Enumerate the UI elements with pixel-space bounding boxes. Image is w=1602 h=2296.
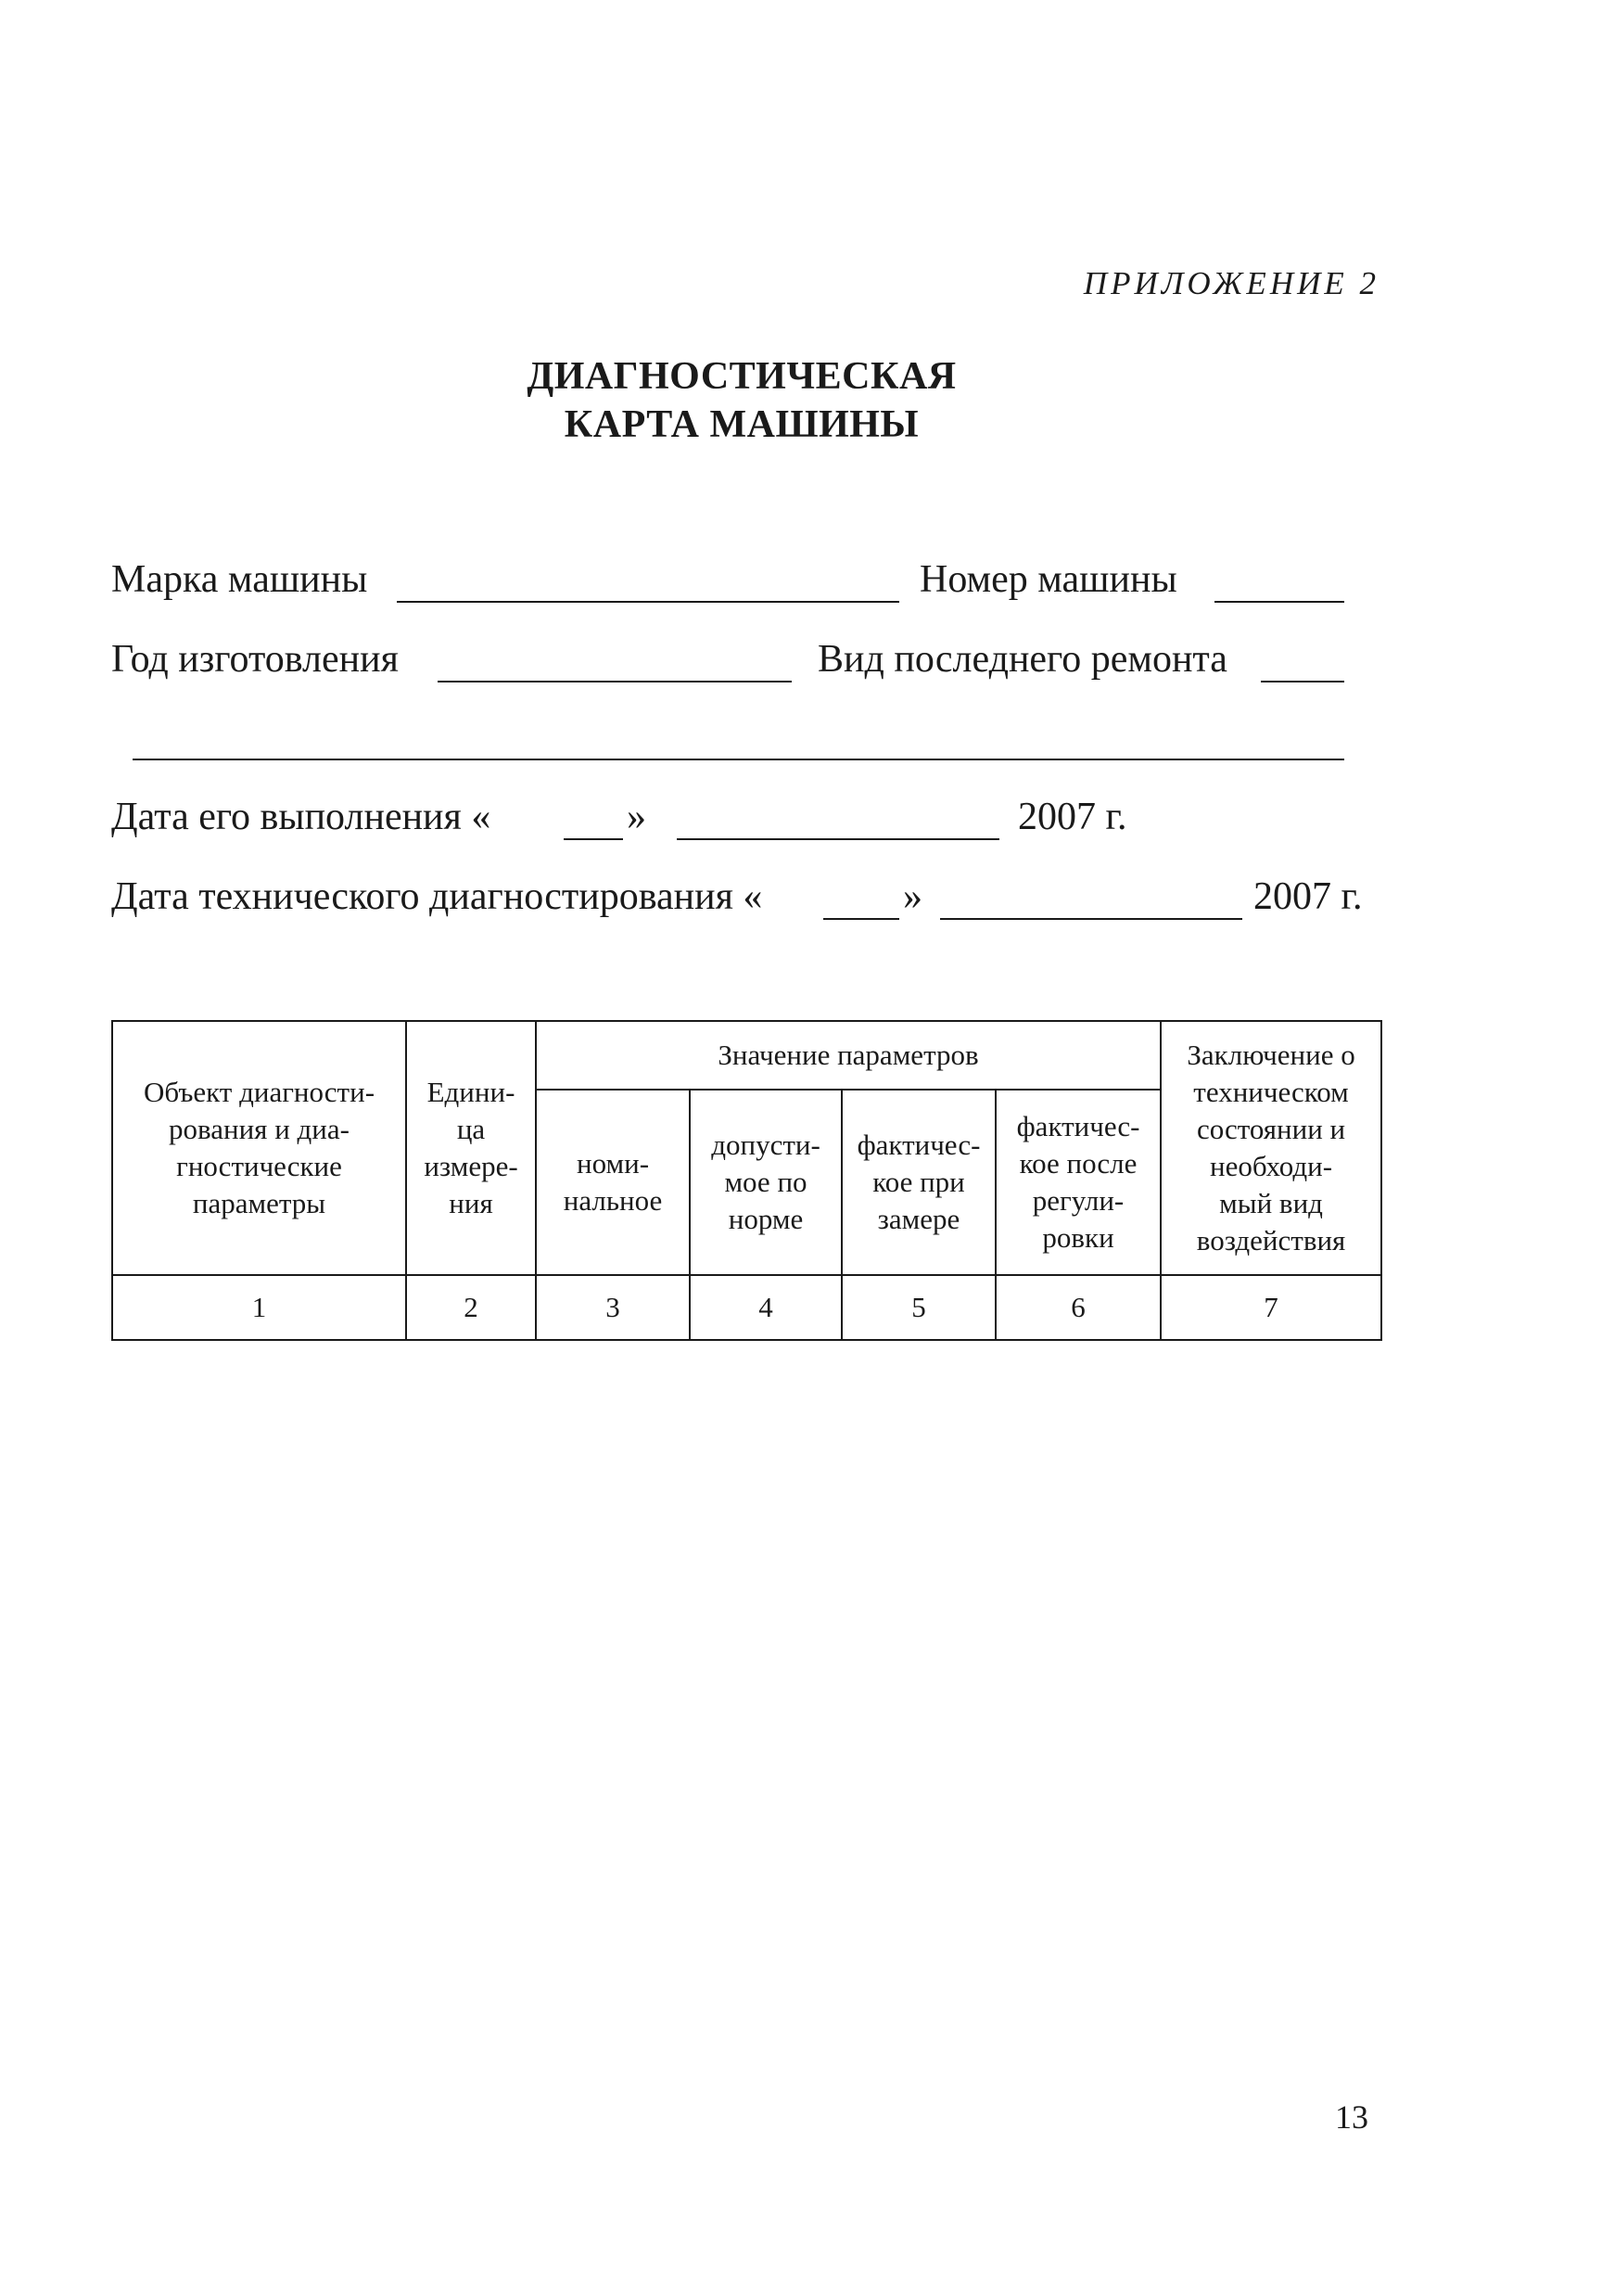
number-label: Номер машины xyxy=(920,558,1177,601)
repair-type-field[interactable] xyxy=(1261,681,1344,682)
col-number: 6 xyxy=(996,1275,1161,1340)
col-number: 4 xyxy=(690,1275,842,1340)
col-header-object: Объект диагности- рования и диа- гностические параметры xyxy=(112,1021,406,1275)
col-number: 7 xyxy=(1161,1275,1381,1340)
title-line-2: КАРТА МАШИНЫ xyxy=(564,403,920,446)
execution-quote-close: » xyxy=(627,796,646,838)
diagnosis-date-label: Дата технического диагностирования « xyxy=(111,875,763,918)
col-number: 3 xyxy=(536,1275,690,1340)
execution-month-field[interactable] xyxy=(677,838,999,840)
appendix-label: ПРИЛОЖЕНИЕ 2 xyxy=(1083,265,1380,301)
col-header-measured: фактичес- кое при замере xyxy=(842,1090,996,1275)
diagnostic-table xyxy=(111,1020,1382,1341)
title-line-1: ДИАГНОСТИЧЕСКАЯ xyxy=(527,355,957,398)
brand-label: Марка машины xyxy=(111,558,368,601)
col-header-unit: Едини- ца измере- ния xyxy=(406,1021,536,1275)
execution-year: 2007 г. xyxy=(1018,796,1127,838)
execution-day-field[interactable] xyxy=(564,838,623,840)
diagnosis-quote-close: » xyxy=(903,875,922,918)
table-number-row xyxy=(112,1275,1381,1340)
repair-type-continuation-field[interactable] xyxy=(133,759,1344,760)
number-field[interactable] xyxy=(1214,601,1344,603)
page-number: 13 xyxy=(1335,2098,1368,2136)
diagnosis-year: 2007 г. xyxy=(1253,875,1363,918)
page-title xyxy=(371,352,1112,449)
group-header-parameter-values: Значение параметров xyxy=(536,1021,1161,1090)
diagnosis-day-field[interactable] xyxy=(823,918,899,920)
brand-field[interactable] xyxy=(397,601,899,603)
col-header-allowed: допусти- мое по норме xyxy=(690,1090,842,1275)
year-field[interactable] xyxy=(438,681,792,682)
col-number: 1 xyxy=(112,1275,406,1340)
col-number: 5 xyxy=(842,1275,996,1340)
col-number: 2 xyxy=(406,1275,536,1340)
year-label: Год изготовления xyxy=(111,638,399,681)
execution-date-label: Дата его выполнения « xyxy=(111,796,491,838)
col-header-after-adjustment: фактичес- кое после регули- ровки xyxy=(996,1090,1161,1275)
diagnosis-month-field[interactable] xyxy=(940,918,1242,920)
col-header-nominal: номи- нальное xyxy=(536,1090,690,1275)
col-header-conclusion: Заключение о техническом состоянии и необходи- мый вид воздействия xyxy=(1161,1021,1381,1275)
repair-type-label: Вид последнего ремонта xyxy=(818,638,1227,681)
